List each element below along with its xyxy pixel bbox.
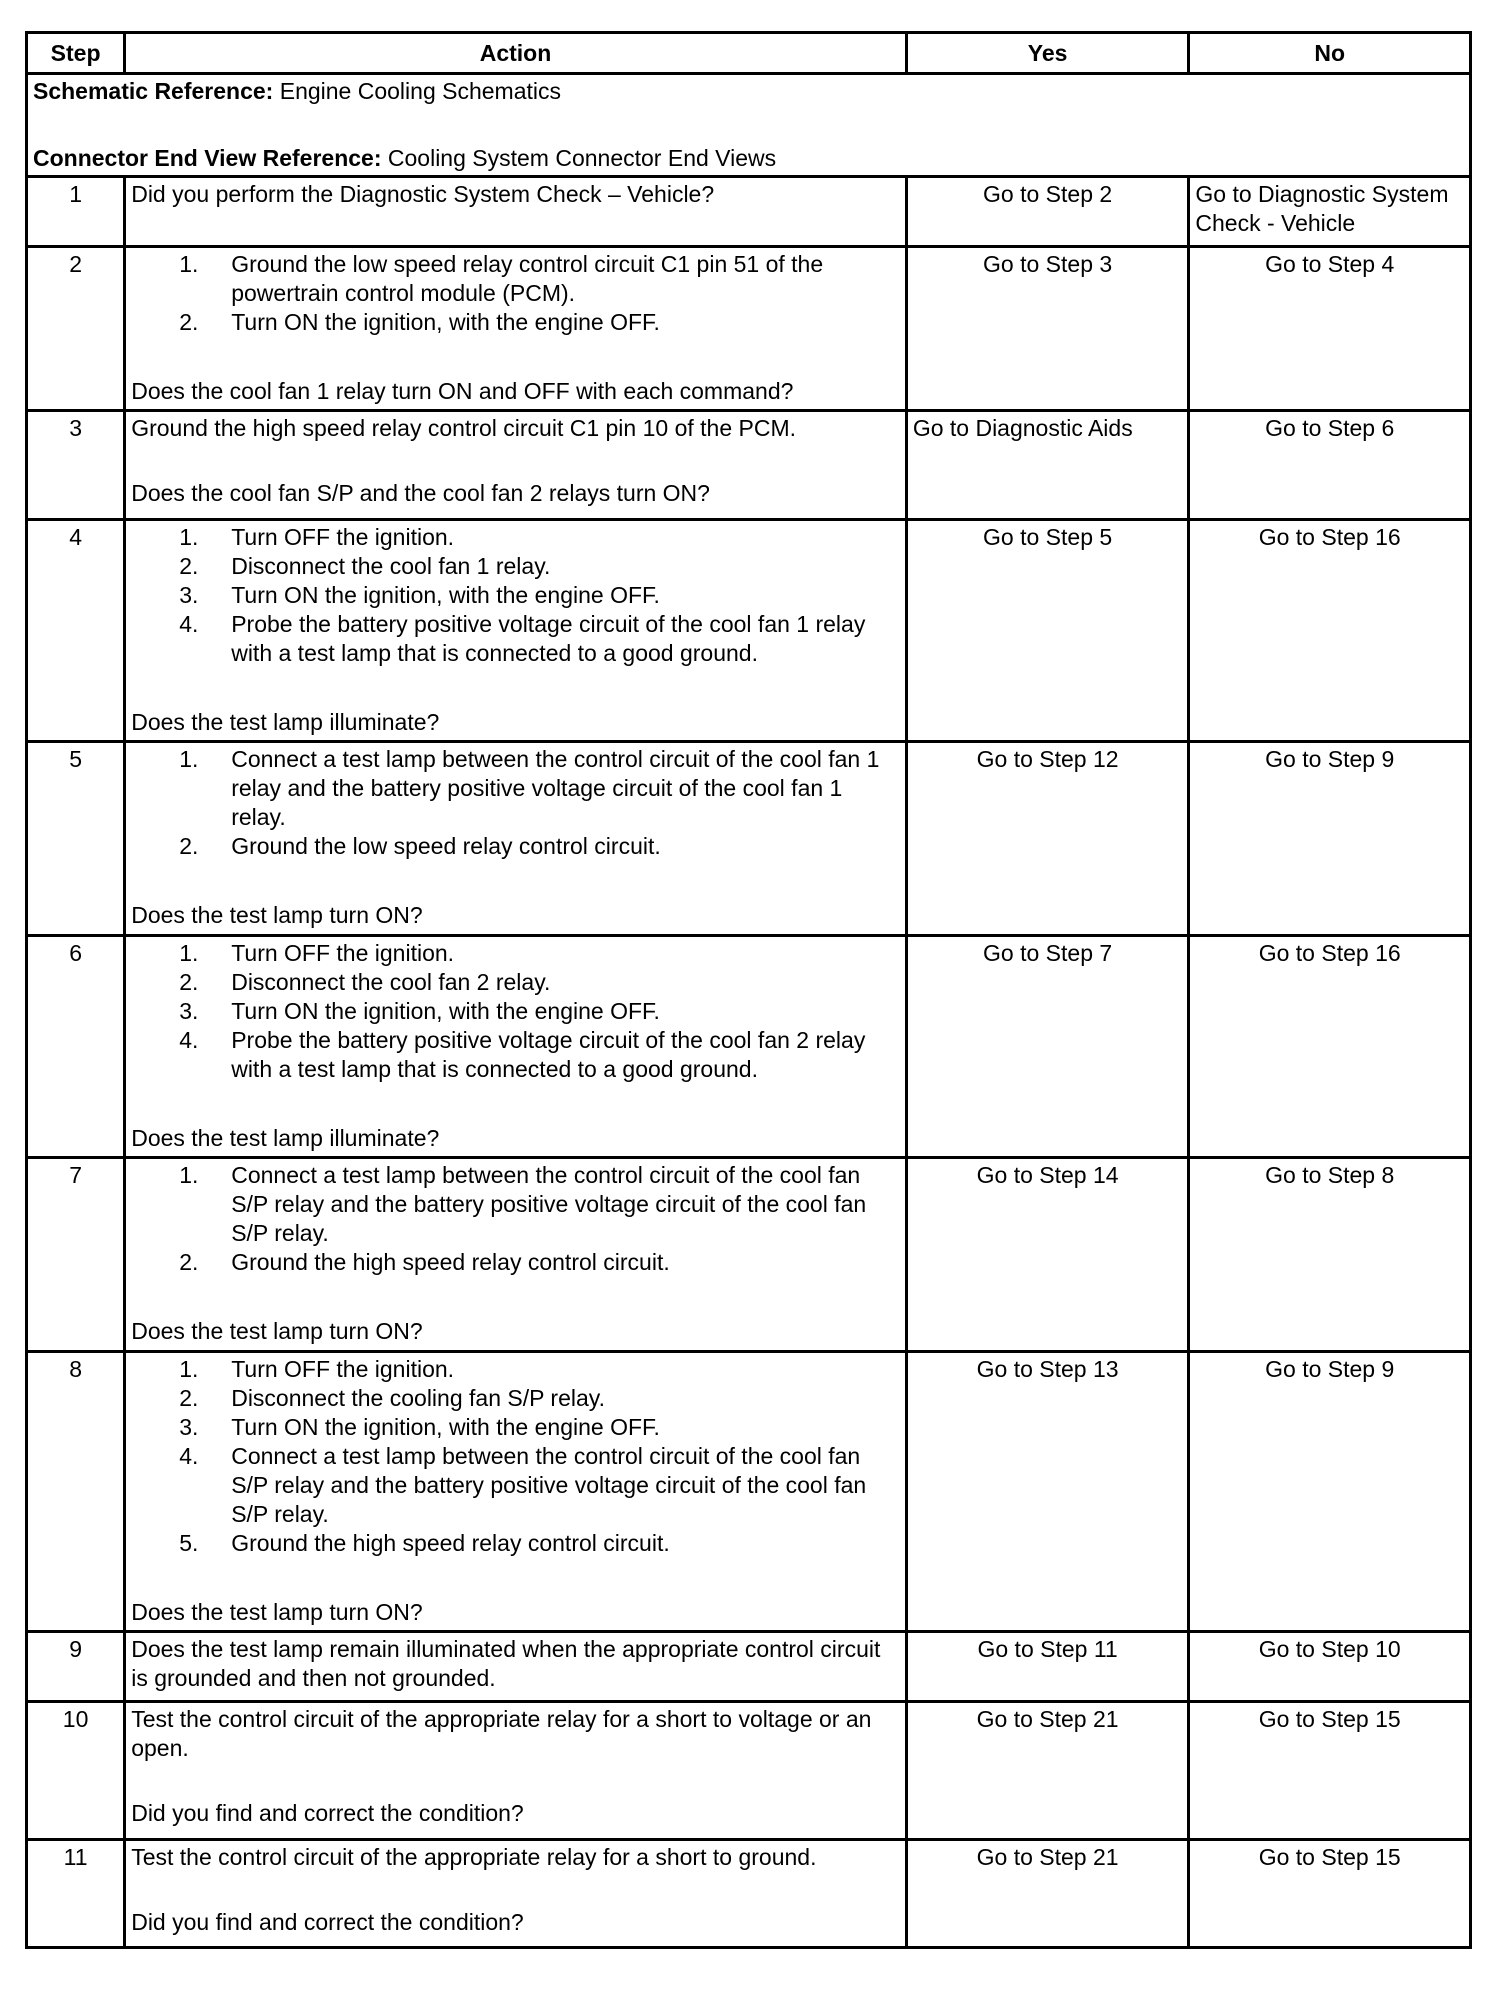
- connector-reference-value[interactable]: Cooling System Connector End Views: [381, 145, 777, 171]
- action-list-item: [131, 832, 900, 861]
- list-number: 5.: [179, 1530, 199, 1556]
- header-yes: Yes: [906, 33, 1189, 74]
- step-row: [27, 936, 1471, 1158]
- action-cell: [125, 177, 907, 247]
- action-text: Does the test lamp remain illuminated when the appropriate control circuit is grounded and then not grounded.: [131, 1636, 881, 1691]
- list-number: 2.: [179, 833, 199, 859]
- schematic-reference-value[interactable]: Engine Cooling Schematics: [273, 78, 562, 104]
- list-text: Turn OFF the ignition.: [231, 524, 455, 550]
- step-row: [27, 742, 1471, 936]
- connector-reference-label: Connector End View Reference:: [33, 145, 382, 171]
- schematic-reference-label: Schematic Reference:: [33, 78, 274, 104]
- no-link[interactable]: Go to Step 4: [1189, 247, 1471, 411]
- action-list-item: [131, 1355, 900, 1384]
- action-text: Test the control circuit of the appropriate relay for a short to ground.: [131, 1844, 817, 1870]
- step-row: [27, 1702, 1471, 1840]
- step-number: 2: [27, 247, 125, 411]
- list-text: Turn ON the ignition, with the engine OFF.: [231, 309, 660, 335]
- step-number: 8: [27, 1352, 125, 1632]
- list-number: 1.: [179, 524, 199, 550]
- reference-row: [27, 74, 1471, 177]
- action-list-item: [131, 1442, 900, 1529]
- step-row: [27, 520, 1471, 742]
- step-row: [27, 1158, 1471, 1352]
- action-list-item: [131, 1529, 900, 1558]
- list-number: 1.: [179, 1356, 199, 1382]
- no-link[interactable]: Go to Step 15: [1189, 1702, 1471, 1840]
- no-link[interactable]: Go to Step 16: [1189, 936, 1471, 1158]
- step-number: 4: [27, 520, 125, 742]
- list-number: 1.: [179, 1162, 199, 1188]
- list-number: 3.: [179, 998, 199, 1024]
- no-link[interactable]: Go to Step 16: [1189, 520, 1471, 742]
- list-text: Turn ON the ignition, with the engine OFF.: [231, 582, 660, 608]
- action-cell: [125, 1840, 907, 1948]
- action-cell: [125, 742, 907, 936]
- list-text: Turn ON the ignition, with the engine OFF.: [231, 998, 660, 1024]
- list-text: Turn ON the ignition, with the engine OFF.: [231, 1414, 660, 1440]
- action-cell: [125, 411, 907, 520]
- connector-reference: [33, 144, 1464, 173]
- question-text: Did you find and correct the condition?: [131, 1800, 524, 1826]
- action-list-item: [131, 250, 900, 308]
- step-row: [27, 1632, 1471, 1702]
- question-text: Does the test lamp turn ON?: [131, 1599, 423, 1625]
- action-text: Test the control circuit of the appropriate relay for a short to voltage or an open.: [131, 1706, 872, 1761]
- action-cell: [125, 1632, 907, 1702]
- action-list-item: [131, 1413, 900, 1442]
- list-text: Disconnect the cooling fan S/P relay.: [231, 1385, 605, 1411]
- question-text: Does the cool fan 1 relay turn ON and OFF with each command?: [131, 378, 794, 404]
- list-number: 2.: [179, 1249, 199, 1275]
- question-text: Does the test lamp illuminate?: [131, 1125, 440, 1151]
- list-number: 4.: [179, 611, 199, 637]
- header-no: No: [1189, 33, 1471, 74]
- step-number: 9: [27, 1632, 125, 1702]
- list-text: Ground the low speed relay control circuit.: [231, 833, 661, 859]
- list-text: Turn OFF the ignition.: [231, 940, 455, 966]
- yes-link[interactable]: Go to Step 2: [906, 177, 1189, 247]
- action-list-item: [131, 745, 900, 832]
- header-row: [27, 33, 1471, 74]
- step-number: 10: [27, 1702, 125, 1840]
- list-number: 2.: [179, 553, 199, 579]
- no-link[interactable]: Go to Step 9: [1189, 742, 1471, 936]
- yes-link[interactable]: Go to Step 12: [906, 742, 1189, 936]
- list-number: 4.: [179, 1027, 199, 1053]
- step-number: 3: [27, 411, 125, 520]
- step-number: 7: [27, 1158, 125, 1352]
- list-number: 2.: [179, 309, 199, 335]
- list-number: 1.: [179, 940, 199, 966]
- no-link[interactable]: Go to Step 10: [1189, 1632, 1471, 1702]
- yes-link[interactable]: Go to Step 21: [906, 1840, 1189, 1948]
- step-row: [27, 411, 1471, 520]
- question-text: Does the test lamp turn ON?: [131, 1318, 423, 1344]
- action-list: [131, 1355, 900, 1558]
- action-cell: [125, 520, 907, 742]
- action-list-item: [131, 997, 900, 1026]
- list-text: Ground the high speed relay control circuit.: [231, 1249, 670, 1275]
- yes-link[interactable]: Go to Step 14: [906, 1158, 1189, 1352]
- list-number: 1.: [179, 251, 199, 277]
- action-list-item: [131, 1384, 900, 1413]
- action-list: [131, 745, 900, 861]
- no-link[interactable]: Go to Diagnostic System Check - Vehicle: [1189, 177, 1471, 247]
- step-row: [27, 247, 1471, 411]
- action-list: [131, 523, 900, 668]
- list-text: Probe the battery positive voltage circuit of the cool fan 1 relay with a test lamp that is connected to a good ground.: [231, 611, 866, 666]
- action-list-item: [131, 552, 900, 581]
- list-text: Probe the battery positive voltage circuit of the cool fan 2 relay with a test lamp that is connected to a good ground.: [231, 1027, 866, 1082]
- yes-link[interactable]: Go to Step 21: [906, 1702, 1189, 1840]
- list-number: 1.: [179, 746, 199, 772]
- action-list-item: [131, 523, 900, 552]
- action-list-item: [131, 1026, 900, 1084]
- schematic-reference: [33, 77, 1464, 106]
- action-cell: [125, 936, 907, 1158]
- step-row: [27, 1840, 1471, 1948]
- question-text: Does the test lamp illuminate?: [131, 709, 440, 735]
- list-text: Connect a test lamp between the control circuit of the cool fan S/P relay and the battery positive voltage circuit of the cool fan S/P relay.: [231, 1162, 867, 1246]
- list-number: 2.: [179, 1385, 199, 1411]
- question-text: Does the cool fan S/P and the cool fan 2 relays turn ON?: [131, 480, 710, 506]
- step-number: 1: [27, 177, 125, 247]
- action-cell: [125, 1158, 907, 1352]
- action-list: [131, 1161, 900, 1277]
- action-list-item: [131, 1248, 900, 1277]
- header-action: Action: [125, 33, 907, 74]
- no-link[interactable]: Go to Step 15: [1189, 1840, 1471, 1948]
- action-list: [131, 939, 900, 1084]
- list-number: 2.: [179, 969, 199, 995]
- step-row: [27, 177, 1471, 247]
- action-list-item: [131, 939, 900, 968]
- list-text: Disconnect the cool fan 1 relay.: [231, 553, 551, 579]
- reference-cell: [27, 74, 1471, 177]
- yes-link[interactable]: Go to Step 3: [906, 247, 1189, 411]
- yes-link[interactable]: Go to Step 5: [906, 520, 1189, 742]
- list-text: Ground the high speed relay control circuit.: [231, 1530, 670, 1556]
- yes-link[interactable]: Go to Step 11: [906, 1632, 1189, 1702]
- step-number: 6: [27, 936, 125, 1158]
- action-list: [131, 250, 900, 337]
- action-list-item: [131, 308, 900, 337]
- yes-link[interactable]: Go to Step 7: [906, 936, 1189, 1158]
- step-number: 11: [27, 1840, 125, 1948]
- action-list-item: [131, 1161, 900, 1248]
- no-link[interactable]: Go to Step 6: [1189, 411, 1471, 520]
- list-text: Connect a test lamp between the control circuit of the cool fan S/P relay and the battery positive voltage circuit of the cool fan S/P relay.: [231, 1443, 867, 1527]
- header-step: Step: [27, 33, 125, 74]
- no-link[interactable]: Go to Step 9: [1189, 1352, 1471, 1632]
- step-number: 5: [27, 742, 125, 936]
- list-number: 4.: [179, 1443, 199, 1469]
- action-cell: [125, 1352, 907, 1632]
- step-row: [27, 1352, 1471, 1632]
- list-text: Turn OFF the ignition.: [231, 1356, 455, 1382]
- action-list-item: [131, 610, 900, 668]
- action-list-item: [131, 968, 900, 997]
- action-text: Did you perform the Diagnostic System Check – Vehicle?: [131, 181, 715, 207]
- list-text: Ground the low speed relay control circuit C1 pin 51 of the powertrain control module (PCM).: [231, 251, 824, 306]
- action-cell: [125, 1702, 907, 1840]
- list-number: 3.: [179, 582, 199, 608]
- list-number: 3.: [179, 1414, 199, 1440]
- action-text: Ground the high speed relay control circuit C1 pin 10 of the PCM.: [131, 415, 797, 441]
- list-text: Disconnect the cool fan 2 relay.: [231, 969, 551, 995]
- question-text: Does the test lamp turn ON?: [131, 902, 423, 928]
- yes-link[interactable]: Go to Diagnostic Aids: [906, 411, 1189, 520]
- list-text: Connect a test lamp between the control circuit of the cool fan 1 relay and the battery positive voltage circuit of the cool fan 1 relay.: [231, 746, 880, 830]
- diagnostic-table: [25, 31, 1472, 1949]
- action-cell: [125, 247, 907, 411]
- no-link[interactable]: Go to Step 8: [1189, 1158, 1471, 1352]
- action-list-item: [131, 581, 900, 610]
- yes-link[interactable]: Go to Step 13: [906, 1352, 1189, 1632]
- question-text: Did you find and correct the condition?: [131, 1909, 524, 1935]
